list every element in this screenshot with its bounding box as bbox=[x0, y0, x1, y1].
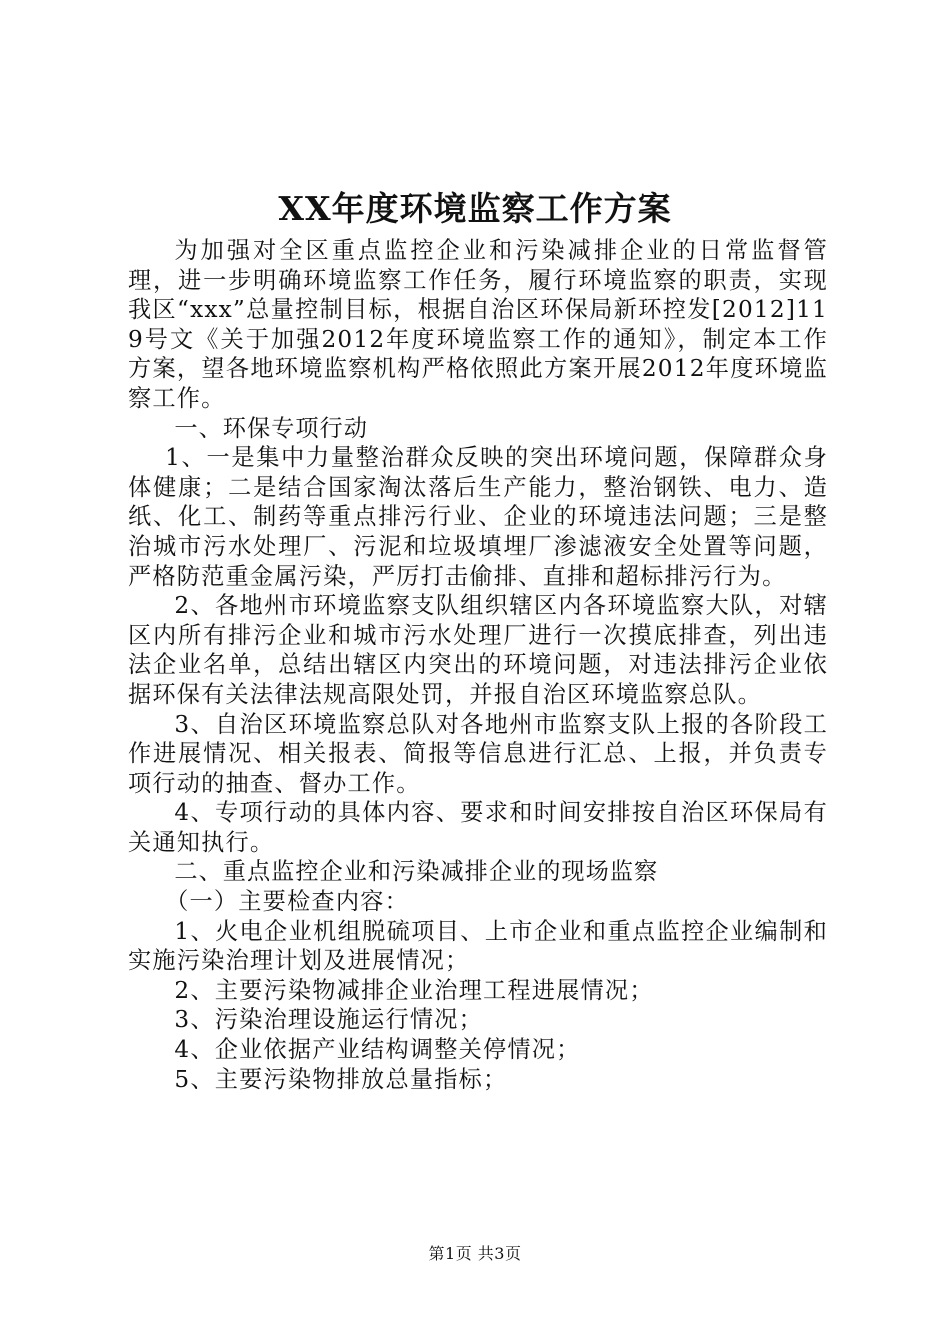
check-item-4: 4、企业依据产业结构调整关停情况； bbox=[174, 1036, 581, 1064]
check-item-2: 2、主要污染物减排企业治理工程进展情况； bbox=[174, 976, 654, 1004]
check-item-3: 3、污染治理设施运行情况； bbox=[174, 1006, 483, 1034]
section-heading-1: 一、环保专项行动 bbox=[174, 414, 368, 442]
section-1-item-3: 3、自治区环境监察总队对各地州市监察支队上报的各阶段工作进展情况、相关报表、简报等信息进行汇总、上报，并负责专项行动的抽查、督办工作。 bbox=[128, 710, 828, 797]
section-1-item-1: 1、一是集中力量整治群众反映的突出环境问题，保障群众身体健康；二是结合国家淘汰落后生产能力，整治钢铁、电力、造纸、化工、制药等重点排污行业、企业的环境违法问题；三是整治城市污水处理厂、污泥和垃圾填埋厂渗滤液安全处置等问题，严格防范重金属污染，严厉打击偷排、直排和超标排污行为。 bbox=[128, 444, 828, 590]
section-1-item-4: 4、专项行动的具体内容、要求和时间安排按自治区环保局有关通知执行。 bbox=[128, 799, 828, 856]
document-title: XX年度环境监察工作方案 bbox=[278, 189, 672, 228]
page-footer: 第1页 共3页 bbox=[428, 1244, 522, 1263]
section-heading-2: 二、重点监控企业和污染减排企业的现场监察 bbox=[174, 858, 659, 886]
document-body bbox=[128, 236, 828, 1094]
subsection-heading-1: （一）主要检查内容： bbox=[165, 888, 409, 916]
intro-paragraph: 为加强对全区重点监控企业和污染减排企业的日常监督管理，进一步明确环境监察工作任务，履行环境监察的职责，实现我区“xxx”总量控制目标，根据自治区环保局新环控发[2012]119号文《关于加强2012年度环境监察工作的通知》，制定本工作方案，望各地环境监察机构严格依照此方案开展2012年度环境监察工作。 bbox=[128, 237, 828, 412]
section-1-item-2: 2、各地州市环境监察支队组织辖区内各环境监察大队，对辖区内所有排污企业和城市污水处理厂进行一次摸底排查，列出违法企业名单，总结出辖区内突出的环境问题，对违法排污企业依据环保有关法律法规高限处罚，并报自治区环境监察总队。 bbox=[128, 592, 828, 708]
check-item-5: 5、主要污染物排放总量指标； bbox=[174, 1065, 508, 1093]
check-item-1: 1、火电企业机组脱硫项目、上市企业和重点监控企业编制和实施污染治理计划及进展情况； bbox=[128, 917, 828, 975]
